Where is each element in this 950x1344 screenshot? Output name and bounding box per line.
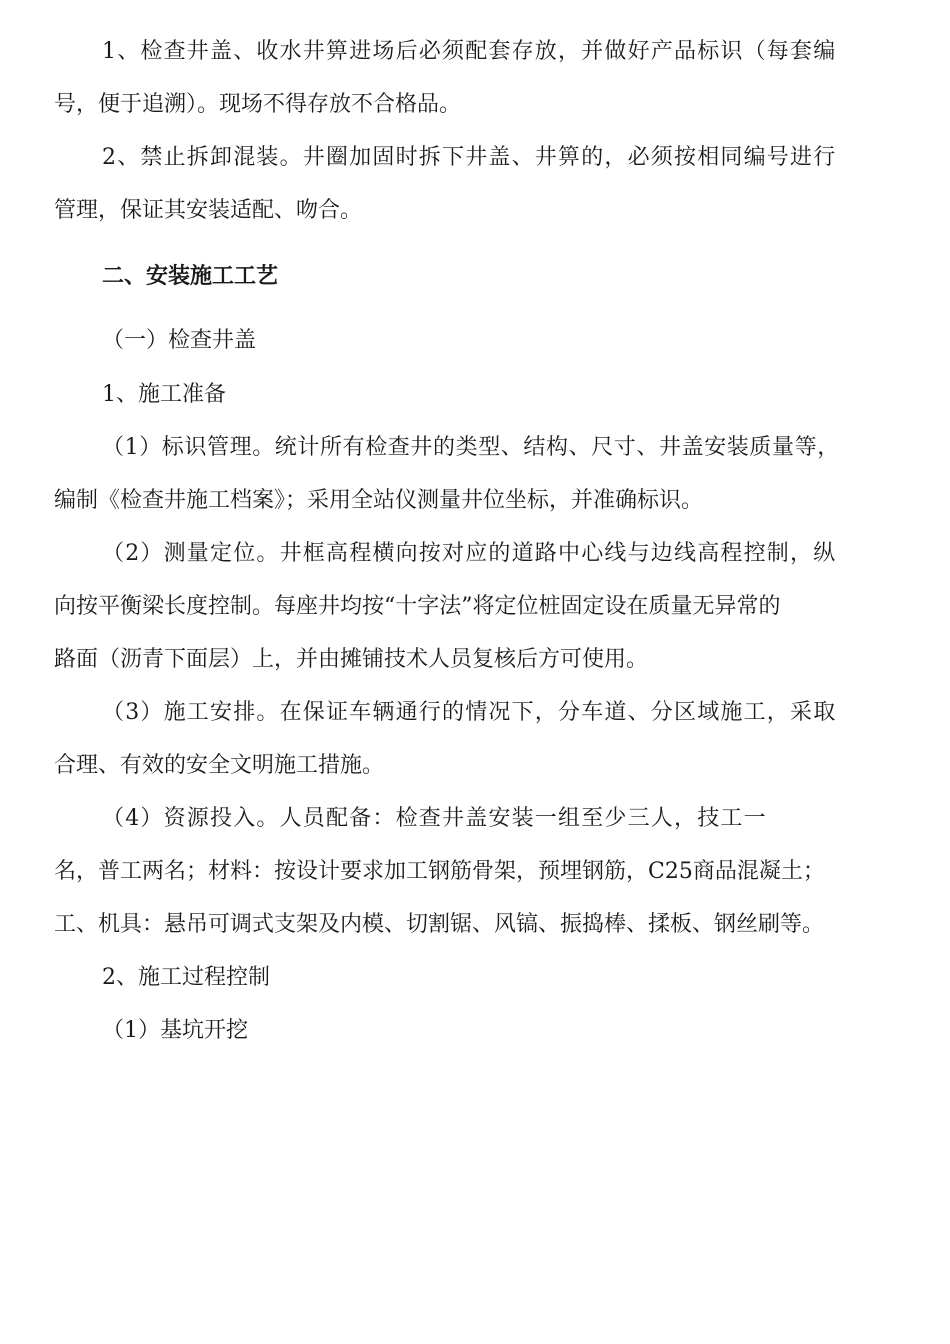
paragraph-5-line-2: 合理、有效的安全文明施工措施。: [54, 753, 385, 778]
paragraph-3-line-1: （1）标识管理。统计所有检查井的类型、结构、尺寸、井盖安装质量等，: [102, 435, 840, 460]
paragraph-5-line-1: （3）施工安排。在保证车辆通行的情况下，分车道、分区域施工，采取: [102, 700, 837, 725]
section-heading: 二、安装施工工艺: [102, 264, 279, 289]
paragraph-4-line-2: 向按平衡梁长度控制。每座井均按“十字法”将定位桩固定设在质量无异常的: [54, 594, 781, 619]
paragraph-2-line-1: 2、禁止拆卸混装。井圈加固时拆下井盖、井箅的，必须按相同编号进行: [102, 145, 837, 170]
paragraph-1-line-1: 1、检查井盖、收水井箅进场后必须配套存放，并做好产品标识（每套编: [102, 39, 837, 64]
paragraph-2-line-2: 管理，保证其安装适配、吻合。: [54, 198, 363, 223]
item-2-heading: 2、施工过程控制: [102, 965, 270, 990]
sub-item-heading: （1）基坑开挖: [102, 1018, 248, 1043]
paragraph-1-line-2: 号，便于追溯）。现场不得存放不合格品。: [54, 92, 462, 117]
paragraph-4-line-1: （2）测量定位。井框高程横向按对应的道路中心线与边线高程控制，纵: [102, 541, 837, 566]
paragraph-6-line-1: （4）资源投入。人员配备：检查井盖安装一组至少三人，技工一: [102, 806, 767, 831]
subsection-heading: （一）检查井盖: [102, 328, 257, 353]
paragraph-3-line-2: 编制《检查井施工档案》；采用全站仪测量井位坐标，并准确标识。: [54, 488, 704, 513]
paragraph-6-line-3: 工、机具：悬吊可调式支架及内模、切割锯、风镐、振捣棒、揉板、钢丝刷等。: [54, 912, 825, 937]
paragraph-4-line-3: 路面（沥青下面层）上，并由摊铺技术人员复核后方可使用。: [54, 647, 649, 672]
item-1-heading: 1、施工准备: [102, 382, 226, 407]
paragraph-6-line-2: 名，普工两名；材料：按设计要求加工钢筋骨架，预埋钢筋，C25商品混凝土；: [54, 859, 825, 884]
